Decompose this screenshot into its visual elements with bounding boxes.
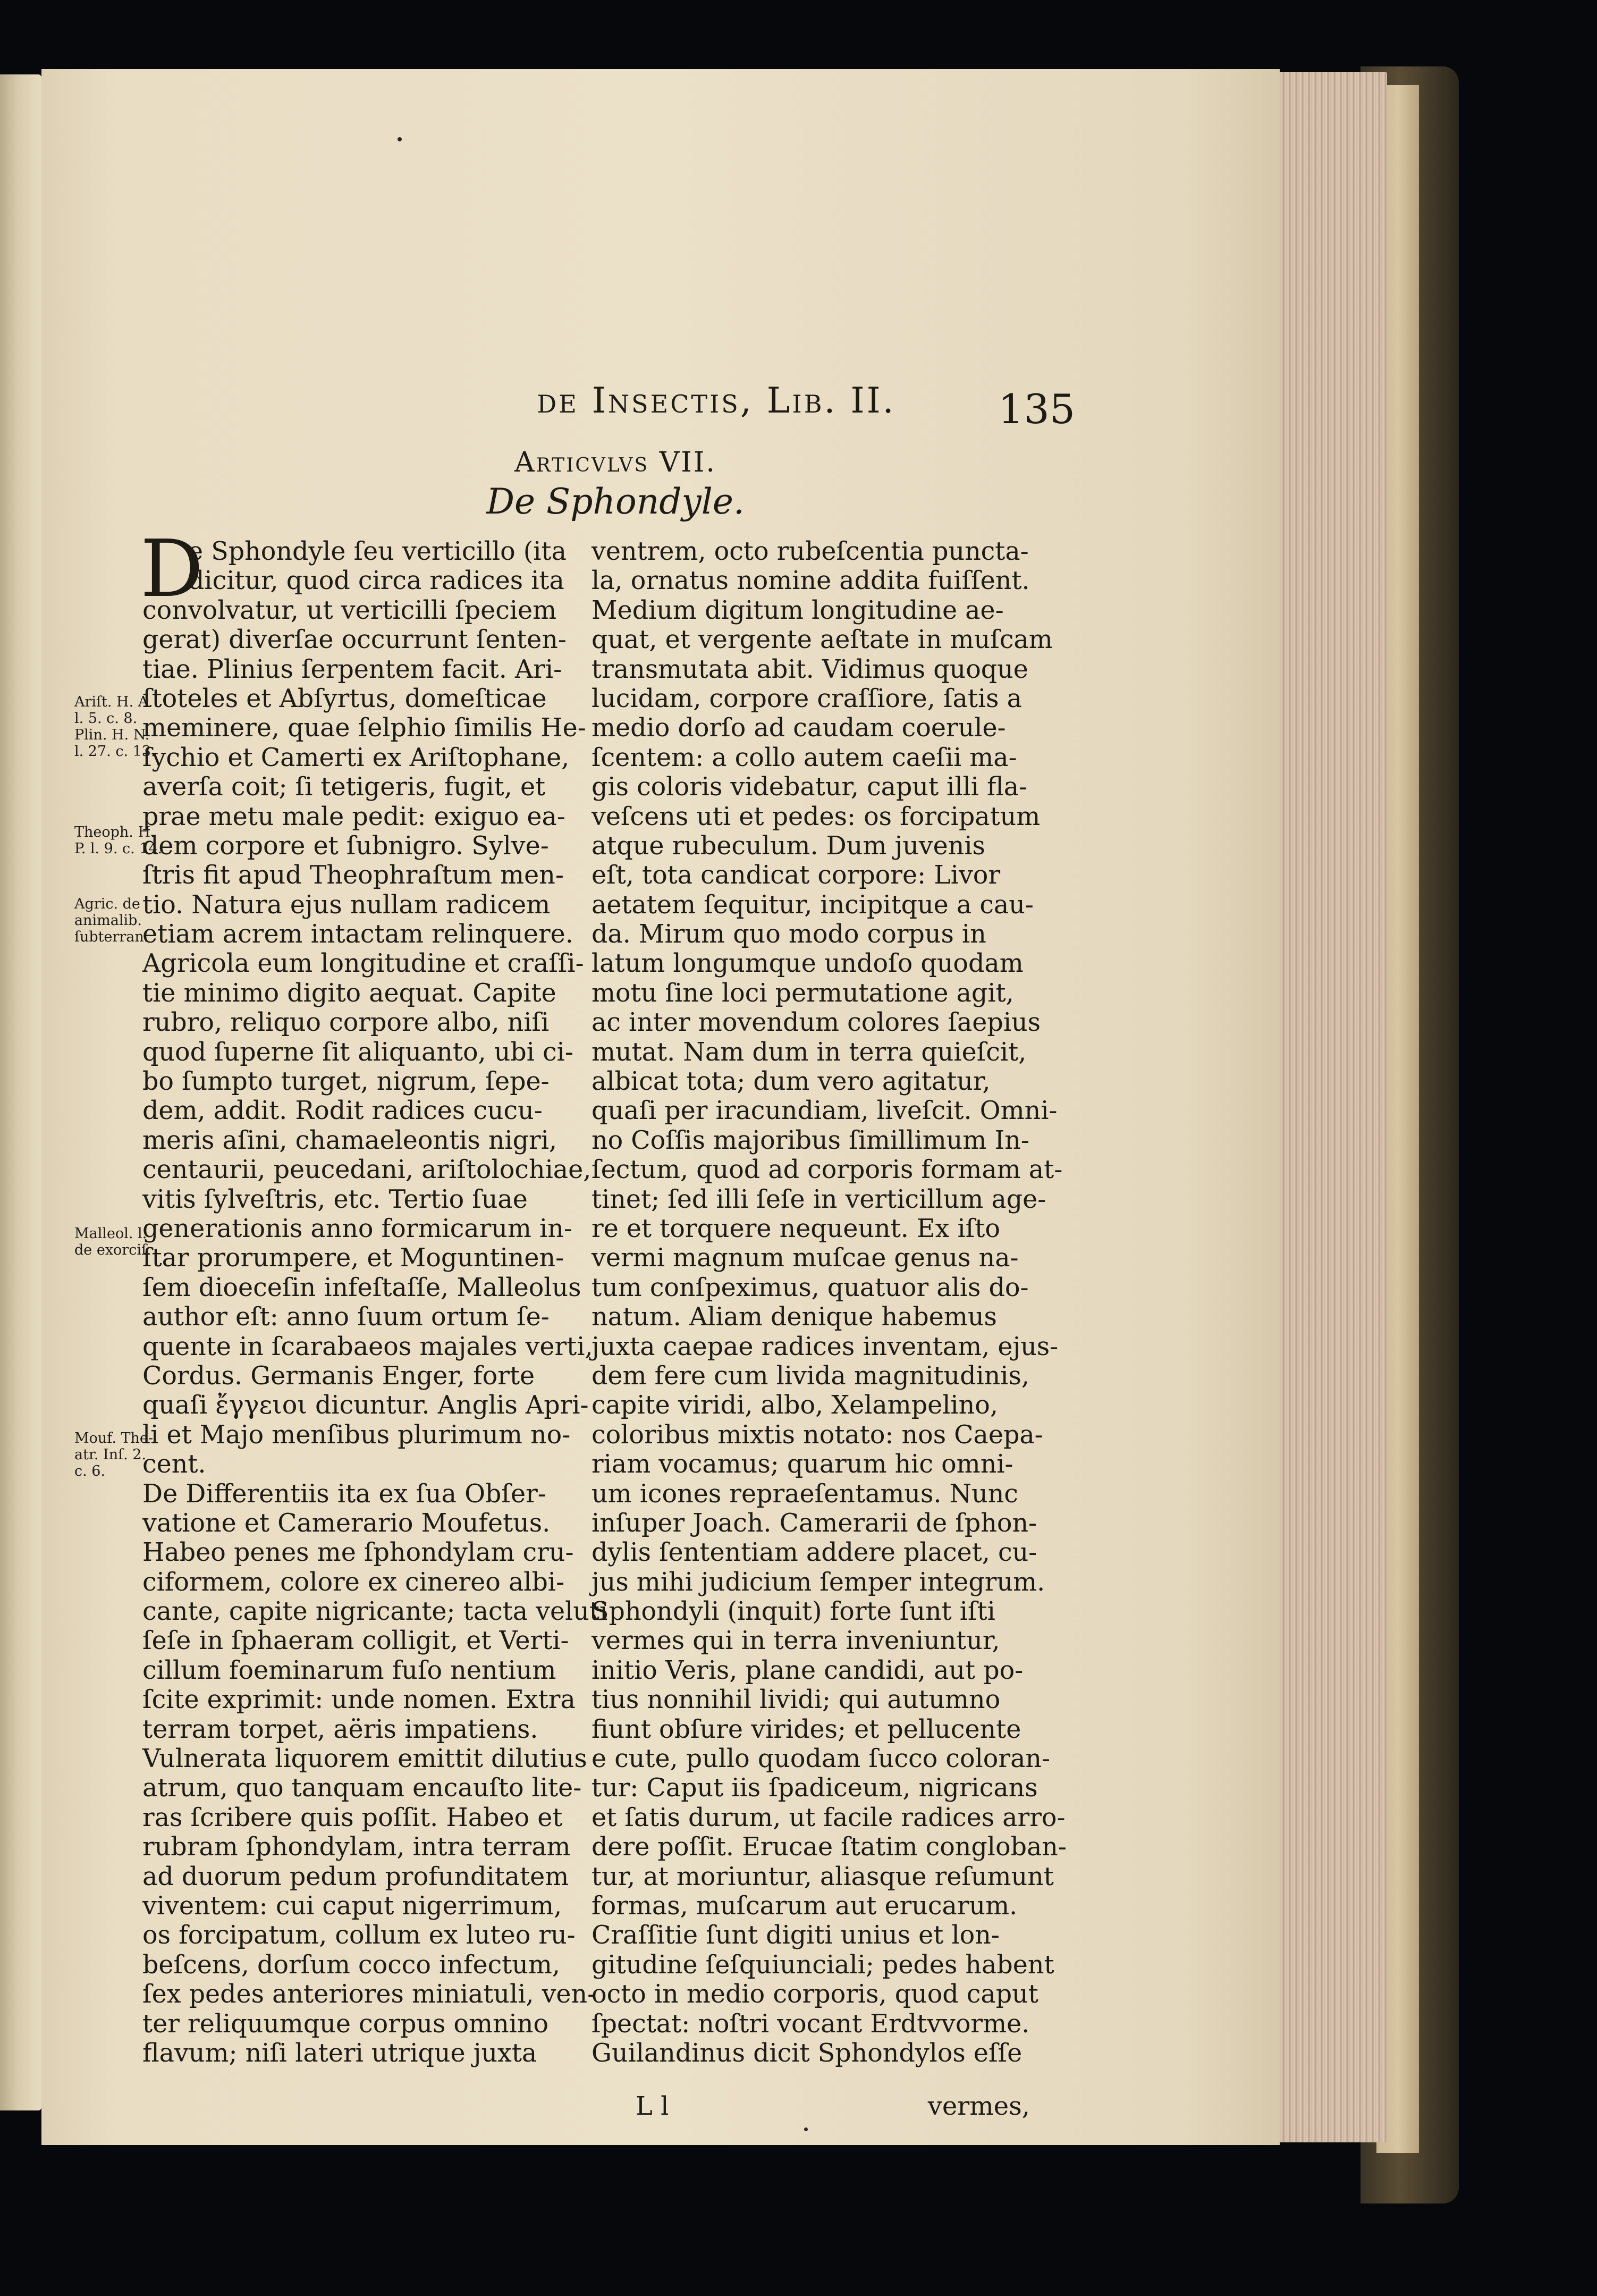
text-line: dem corpore et ſubnigro. Sylve- <box>142 831 549 861</box>
text-line: tius nonnihil lividi; qui autumno <box>592 1685 1001 1715</box>
text-line: ſcentem: a collo autem caeſii ma- <box>592 743 1017 772</box>
text-line: e Sphondyle ſeu verticillo (ita <box>188 537 567 566</box>
text-line: vermes qui in terra inveniuntur, <box>592 1626 1000 1656</box>
marginal-line: Agric. de <box>74 896 140 912</box>
text-line: cillum foeminarum fuſo nentium <box>142 1655 556 1685</box>
text-line: transmutata abit. Vidimus quoque <box>592 654 1028 684</box>
text-line: ſectum, quod ad corporis formam at- <box>592 1155 1063 1185</box>
text-line: De Differentiis ita ex ſua Obſer- <box>142 1479 546 1509</box>
text-line: ſpectat: noſtri vocant Erdtvvorme. <box>592 2009 1030 2039</box>
right-text-column <box>592 537 1067 2068</box>
text-line: gis coloris videbatur, caput illi fla- <box>592 772 1028 802</box>
text-line: la, ornatus nomine addita fuiſſent. <box>592 566 1030 596</box>
text-line: riam vocamus; quarum hic omni- <box>592 1450 1013 1479</box>
text-line: meris aſini, chamaeleontis nigri, <box>142 1125 557 1155</box>
text-line: rubram ſphondylam, intra terram <box>142 1832 571 1862</box>
text-line: viventem: cui caput nigerrimum, <box>142 1891 562 1921</box>
text-line: terram torpet, aëris impatiens. <box>142 1714 538 1744</box>
text-line: gitudine ſeſquiunciali; pedes habent <box>592 1950 1054 1980</box>
marginal-line: animalib. <box>74 912 142 929</box>
text-line: juxta caepae radices inventam, ejus- <box>592 1332 1059 1361</box>
text-line: tiae. Plinius ſerpentem facit. Ari- <box>142 654 562 684</box>
text-line: ac inter movendum colores ſaepius <box>592 1008 1041 1038</box>
article-title: De Sphondyle. <box>486 481 745 522</box>
text-line: vatione et Camerario Moufetus. <box>142 1508 551 1538</box>
text-line: tur, at moriuntur, aliasque reſumunt <box>592 1862 1054 1891</box>
text-line: quod ſuperne ſit aliquanto, ubi ci- <box>142 1037 573 1067</box>
text-line: Craſſitie ſunt digiti unius et lon- <box>592 1921 1000 1950</box>
text-line: bo ſumpto turget, nigrum, ſepe- <box>142 1067 550 1097</box>
marginal-line: de exorciſ. <box>74 1242 151 1258</box>
text-line: flavum; niſi lateri utrique juxta <box>142 2038 537 2068</box>
text-line: et ſatis durum, ut facile radices arro- <box>592 1803 1066 1832</box>
ink-speck <box>398 137 402 141</box>
text-line: initio Veris, plane candidi, aut po- <box>592 1655 1024 1685</box>
marginal-line: ſubterran. <box>74 929 149 945</box>
text-line: averſa coit; ſi tetigeris, fugit, et <box>142 772 546 802</box>
signature-mark: L l <box>636 2091 669 2121</box>
text-line: ad duorum pedum profunditatem <box>142 1862 569 1891</box>
marginal-line: l. 27. c. 13. <box>74 743 156 760</box>
ink-speck <box>804 2127 808 2131</box>
marginal-line: Ariſt. H. A. <box>74 694 153 710</box>
text-line: capite viridi, albo, Xelampelino, <box>592 1391 998 1420</box>
text-line: mutat. Nam dum in terra quieſcit, <box>592 1037 1027 1067</box>
text-line: Vulnerata liquorem emittit dilutius <box>142 1744 587 1774</box>
text-line: atrum, quo tanquam encauſto lite- <box>142 1773 582 1803</box>
text-line: Sphondyli (inquit) forte ſunt iſti <box>592 1597 995 1627</box>
text-line: li et Majo menſibus plurimum no- <box>142 1420 571 1450</box>
marginal-line: Plin. H. N. <box>74 727 150 743</box>
marginal-line: atr. Inſ. 2. <box>74 1446 147 1463</box>
facing-page-edge <box>0 74 41 2110</box>
marginal-line: Theoph. H. <box>74 824 155 840</box>
text-line: cante, capite nigricante; tacta veluti <box>142 1597 608 1627</box>
text-line: dem fere cum livida magnitudinis, <box>592 1361 1029 1391</box>
text-line: prae metu male pedit: exiguo ea- <box>142 802 565 831</box>
text-line: generationis anno formicarum in- <box>142 1214 572 1243</box>
text-line: ventrem, octo rubeſcentia puncta- <box>592 537 1029 566</box>
text-line: tio. Natura ejus nullam radicem <box>142 890 551 920</box>
text-line: formas, muſcarum aut erucarum. <box>592 1891 1018 1921</box>
text-line: beſcens, dorſum cocco infectum, <box>142 1950 560 1980</box>
book-page <box>41 69 1280 2145</box>
text-line: um icones repraeſentamus. Nunc <box>592 1479 1018 1509</box>
text-line: dylis ſententiam addere placet, cu- <box>592 1538 1037 1568</box>
marginal-line: l. 5. c. 8. <box>74 710 138 727</box>
text-line: Medium digitum longitudine ae- <box>592 595 1004 625</box>
text-line: ſychio et Camerti ex Ariſtophane, <box>142 743 570 772</box>
text-line: author eſt: anno ſuum ortum ſe- <box>142 1302 550 1332</box>
marginal-line: Mouf. The- <box>74 1430 153 1446</box>
text-line: no Coſſis majoribus ſimillimum In- <box>592 1125 1029 1155</box>
text-line: ſcite exprimit: unde nomen. Extra <box>142 1685 576 1715</box>
text-line: ſtoteles et Abſyrtus, domeſticae <box>142 684 547 713</box>
text-line: centaurii, peucedani, ariſtolochiae, <box>142 1155 592 1185</box>
text-line: eſt, tota candicat corpore: Livor <box>592 861 1001 890</box>
text-line: dem, addit. Rodit radices cucu- <box>142 1096 543 1126</box>
text-line: quaſi ἔγγειοι dicuntur. Anglis Apri- <box>142 1391 589 1420</box>
text-line: da. Mirum quo modo corpus in <box>592 920 986 949</box>
text-line: inſuper Joach. Camerarii de ſphon- <box>592 1508 1037 1538</box>
running-head: de Insectis, Lib. II. <box>537 380 896 421</box>
text-line: ſex pedes anteriores miniatuli, ven- <box>142 1980 596 2009</box>
text-line: aetatem ſequitur, incipitque a cau- <box>592 890 1034 920</box>
text-line: etiam acrem intactam relinquere. <box>142 920 573 949</box>
text-line: fiunt obſure virides; et pellucente <box>592 1714 1021 1744</box>
text-line: Habeo penes me ſphondylam cru- <box>142 1538 574 1568</box>
text-line: meminere, quae ſelphio ſimilis He- <box>142 713 586 743</box>
drop-cap: D <box>140 523 204 615</box>
text-line: cent. <box>142 1450 206 1479</box>
text-line: veſcens uti et pedes: os forcipatum <box>592 802 1041 831</box>
text-line: quat, et vergente aeſtate in muſcam <box>592 625 1053 655</box>
text-line: atque rubeculum. Dum juvenis <box>592 831 985 861</box>
text-line: ſem dioeceſin infeſtaſſe, Malleolus <box>142 1273 581 1302</box>
text-line: e cute, pullo quodam ſucco coloran- <box>592 1744 1051 1774</box>
text-line: Guilandinus dicit Sphondylos eſſe <box>592 2038 1023 2068</box>
marginal-line: Malleol. l. <box>74 1225 147 1242</box>
text-line: vitis ſylveſtris, etc. Tertio ſuae <box>142 1184 528 1214</box>
text-line: ſtris fit apud Theophraſtum men- <box>142 861 564 890</box>
text-line: coloribus mixtis notato: nos Caepa- <box>592 1420 1043 1450</box>
text-line: ſeſe in ſphaeram colligit, et Verti- <box>142 1626 569 1656</box>
article-number: Articvlvs VII. <box>514 447 716 478</box>
text-line: dere poſſit. Erucae ſtatim congloban- <box>592 1832 1067 1862</box>
text-line: medio dorſo ad caudam coerule- <box>592 713 1006 743</box>
text-line: rubro, reliquo corpore albo, niſi <box>142 1008 550 1038</box>
text-line: tur: Caput iis ſpadiceum, nigricans <box>592 1773 1038 1803</box>
text-line: ras ſcribere quis poſſit. Habeo et <box>142 1803 563 1832</box>
text-line: os forcipatum, collum ex luteo ru- <box>142 1921 576 1950</box>
text-line: vermi magnum muſcae genus na- <box>592 1243 1019 1273</box>
page-number: 135 <box>998 385 1076 433</box>
text-line: tum conſpeximus, quatuor alis do- <box>592 1273 1029 1302</box>
text-line: quaſi per iracundiam, liveſcit. Omni- <box>592 1096 1058 1126</box>
text-line: ciformem, colore ex cinereo albi- <box>142 1567 565 1597</box>
marginal-line: c. 6. <box>74 1463 106 1479</box>
text-line: ter reliquumque corpus omnino <box>142 2009 549 2039</box>
text-line: dicitur, quod circa radices ita <box>188 566 564 596</box>
text-line: re et torquere nequeunt. Ex iſto <box>592 1214 1000 1243</box>
text-line: Agricola eum longitudine et craſſi- <box>142 949 584 979</box>
text-line: latum longumque undoſo quodam <box>592 949 1024 979</box>
page-edges <box>1273 72 1387 2142</box>
text-line: quente in ſcarabaeos majales verti, <box>142 1332 593 1361</box>
left-text-column <box>140 523 608 2068</box>
text-line: octo in medio corporis, quod caput <box>592 1980 1038 2009</box>
catchword: vermes, <box>927 2091 1030 2121</box>
text-line: tinet; ſed illi ſeſe in verticillum age- <box>592 1184 1046 1214</box>
text-line: lucidam, corpore craſſiore, ſatis a <box>592 684 1022 713</box>
text-line: jus mihi judicium ſemper integrum. <box>592 1567 1045 1597</box>
text-line: ſtar prorumpere, et Moguntinen- <box>142 1243 564 1273</box>
text-line: natum. Aliam denique habemus <box>592 1302 997 1332</box>
text-line: Cordus. Germanis Enger, forte <box>142 1361 535 1391</box>
text-line: gerat) diverſae occurrunt ſenten- <box>142 625 567 655</box>
text-line: convolvatur, ut verticilli ſpeciem <box>142 595 557 625</box>
marginal-line: P. l. 9. c. 14. <box>74 840 163 857</box>
text-line: albicat tota; dum vero agitatur, <box>592 1067 991 1097</box>
text-line: motu ſine loci permutatione agit, <box>592 978 1014 1008</box>
text-line: tie minimo digito aequat. Capite <box>142 978 556 1008</box>
